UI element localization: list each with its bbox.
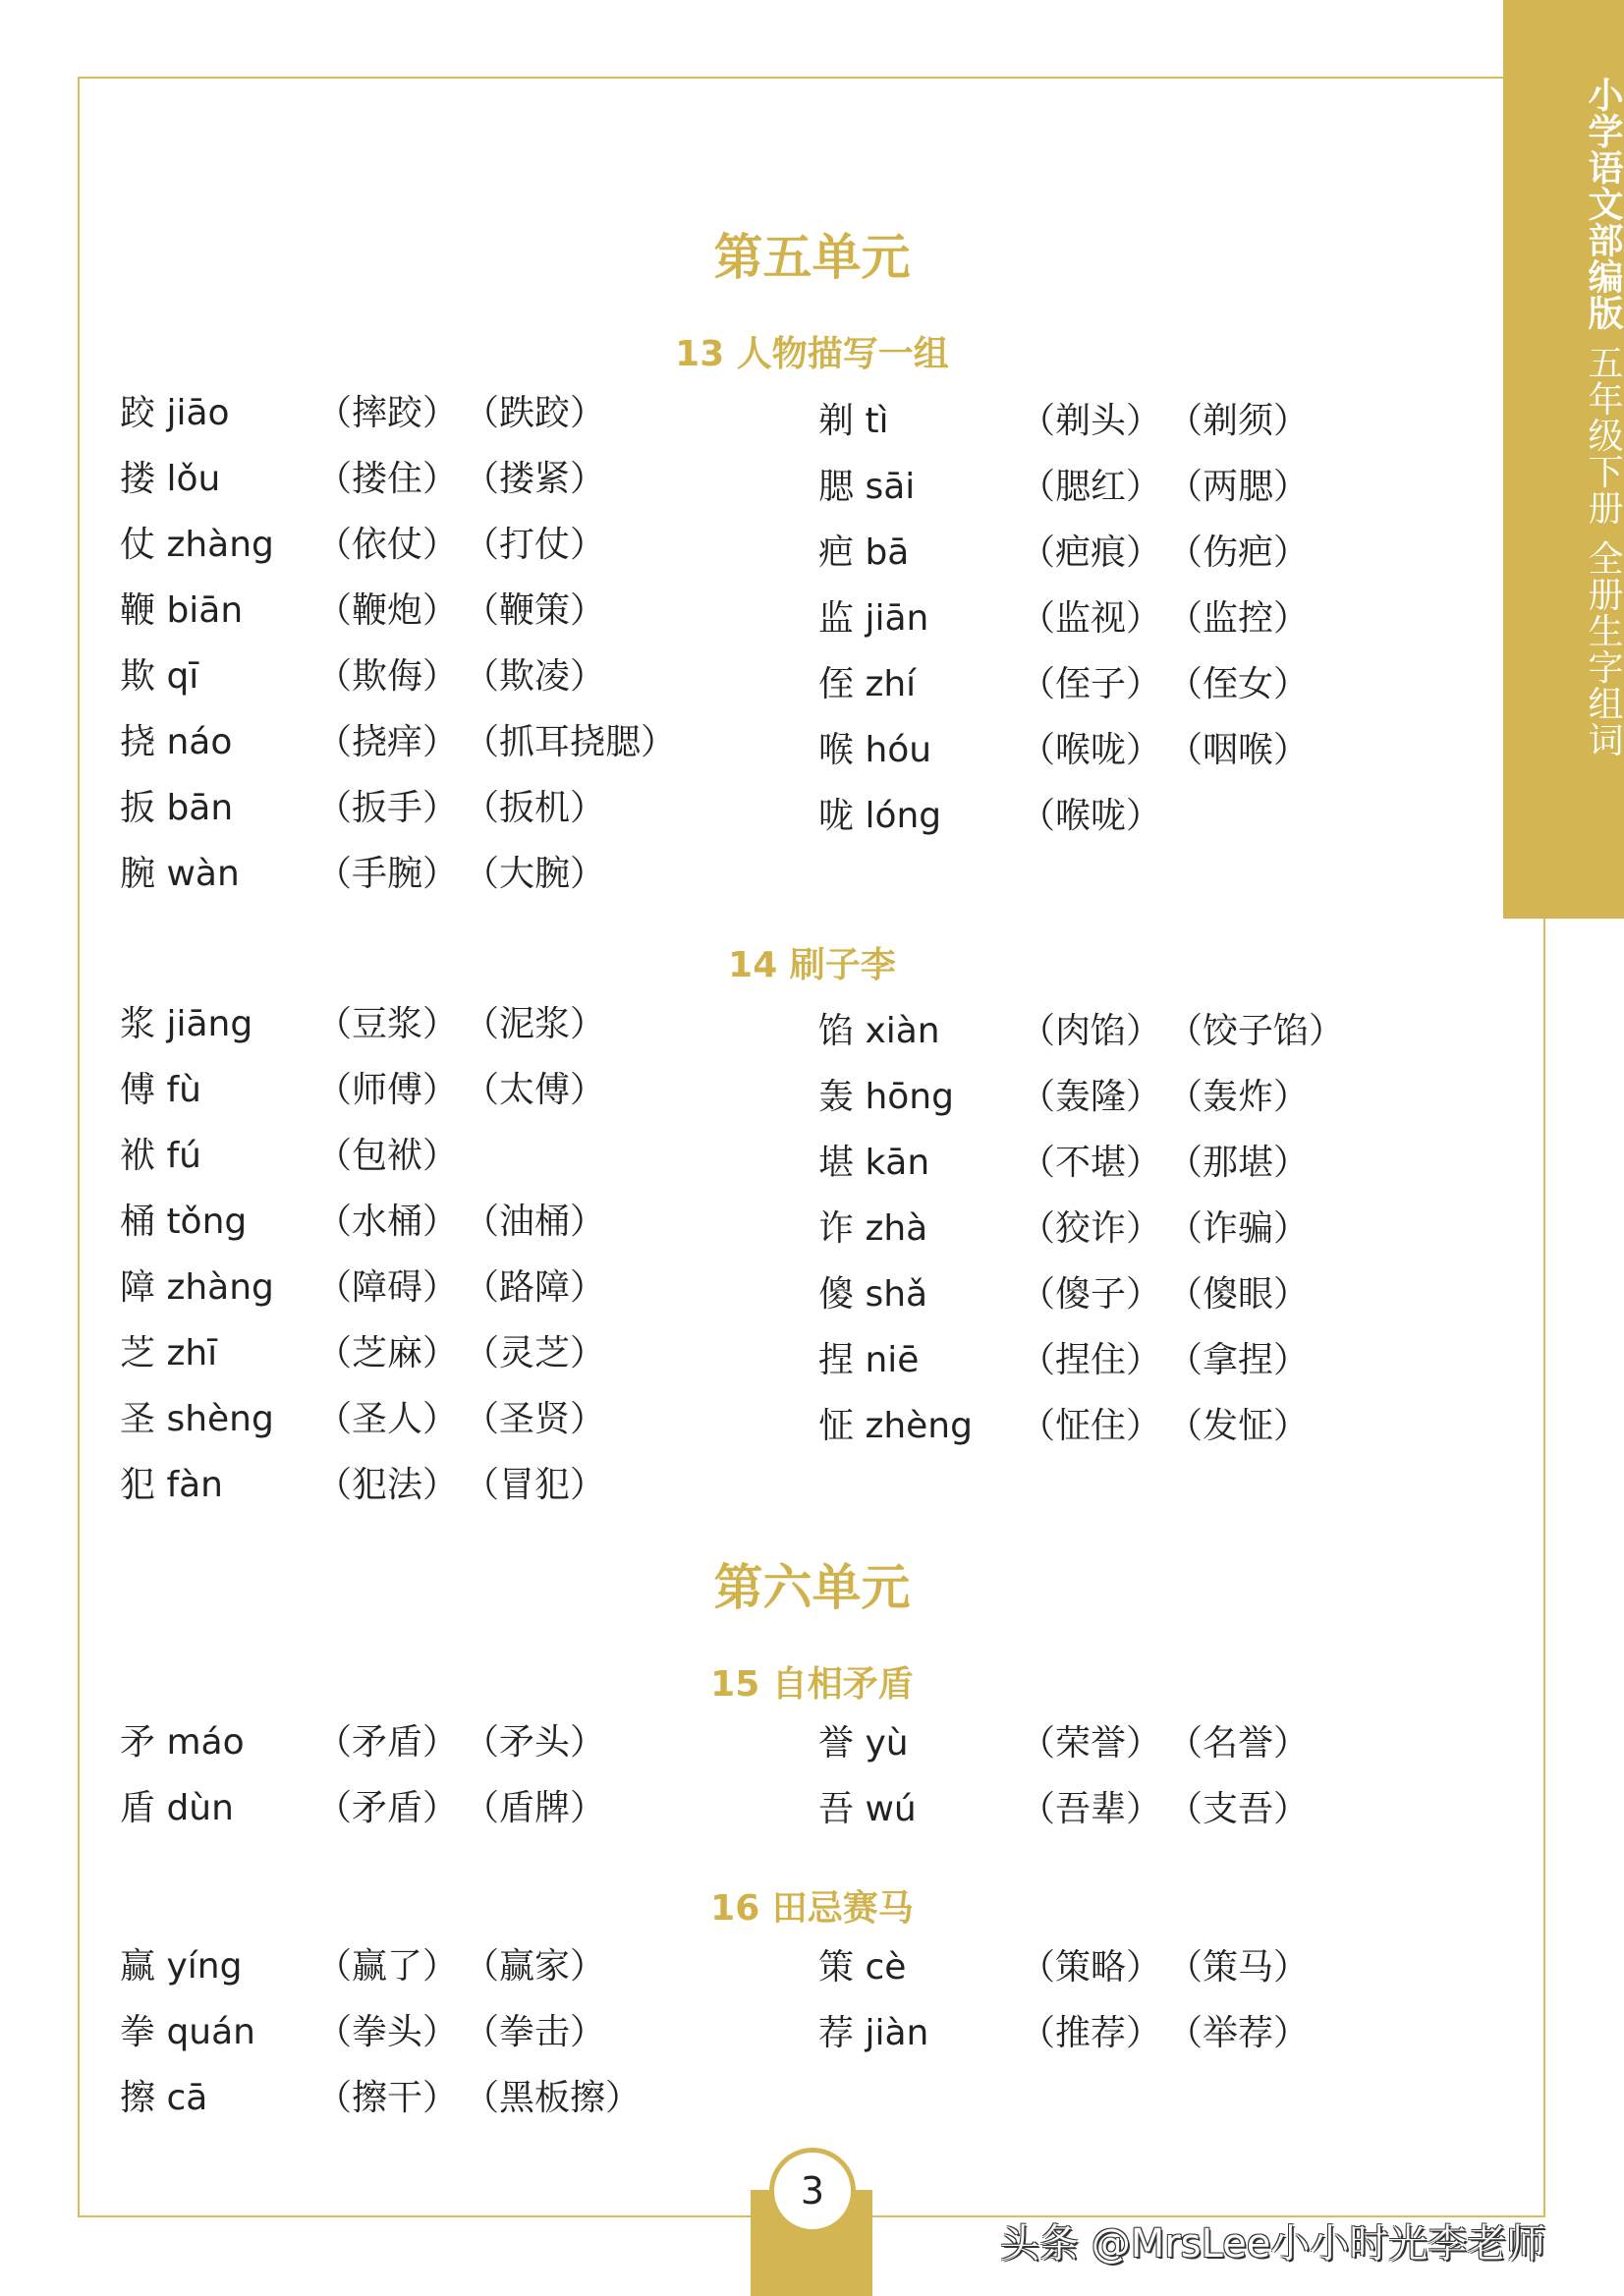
character-pinyin: 堪 kān — [818, 1143, 930, 1183]
word-row — [120, 1931, 646, 1996]
character-pinyin: 浆 jiāng — [120, 1004, 253, 1044]
word-group: （监视） — [1020, 598, 1162, 639]
word-group: （圣贤） — [464, 1399, 606, 1439]
word-group: （欺侮） — [316, 656, 459, 697]
character-pinyin: 赢 yíng — [120, 1946, 243, 1987]
word-row — [818, 1193, 1350, 1259]
character-pinyin: 腕 wàn — [120, 854, 240, 894]
lesson-title: 13 人物描写一组 — [675, 334, 949, 374]
word-row — [120, 1186, 611, 1252]
character-pinyin: 馅 xiàn — [818, 1011, 940, 1051]
word-row — [120, 706, 682, 772]
character-pinyin: 怔 zhèng — [818, 1406, 973, 1446]
word-row — [120, 1054, 611, 1120]
character-pinyin: 捏 niē — [818, 1340, 920, 1380]
word-group: （策马） — [1167, 1947, 1310, 1988]
word-group: （赢了） — [316, 1946, 459, 1987]
word-group: （捏住） — [1020, 1340, 1162, 1380]
word-row — [818, 517, 1315, 583]
word-group: （发怔） — [1167, 1406, 1310, 1446]
word-row — [818, 1127, 1350, 1193]
word-group: （鞭炮） — [316, 590, 459, 631]
word-group: （豆浆） — [316, 1004, 459, 1044]
word-group: （赢家） — [464, 1946, 606, 1987]
word-group: （轰隆） — [1020, 1077, 1162, 1117]
word-group: （不堪） — [1020, 1143, 1162, 1183]
word-row — [120, 377, 682, 443]
word-row — [818, 780, 1315, 846]
word-group: （盾牌） — [464, 1788, 606, 1828]
word-group: （拳击） — [464, 2012, 606, 2052]
character-pinyin: 扳 bān — [120, 788, 234, 828]
word-group: （灵芝） — [464, 1333, 606, 1373]
word-row — [120, 838, 682, 904]
word-list-right — [818, 995, 1350, 1456]
character-pinyin: 策 cè — [818, 1947, 907, 1988]
word-group: （犯法） — [316, 1465, 459, 1505]
word-row — [120, 575, 682, 641]
word-group: （黑板擦） — [464, 2078, 642, 2118]
character-pinyin: 欺 qī — [120, 656, 199, 697]
character-pinyin: 疤 bā — [818, 532, 910, 573]
character-pinyin: 剃 tì — [818, 401, 889, 441]
word-group: （伤疤） — [1167, 532, 1310, 573]
lesson-title: 16 田忌赛马 — [710, 1888, 914, 1929]
word-group: （支吾） — [1167, 1789, 1310, 1829]
word-row — [818, 995, 1350, 1061]
word-group: （监控） — [1167, 598, 1310, 639]
word-group: （路障） — [464, 1267, 606, 1308]
unit-title: 第五单元 — [713, 229, 911, 286]
character-pinyin: 侄 zhí — [818, 664, 917, 704]
word-group: （喉咙） — [1020, 730, 1162, 770]
word-group: （吾辈） — [1020, 1789, 1162, 1829]
character-pinyin: 监 jiān — [818, 598, 929, 639]
word-row — [120, 772, 682, 838]
word-group: （扳机） — [464, 788, 606, 828]
word-group: （举荐） — [1167, 2013, 1310, 2053]
word-row — [120, 641, 682, 706]
word-group: （剃须） — [1167, 401, 1310, 441]
side-tab-subtitle: 全册生字组词 — [1583, 539, 1623, 758]
character-pinyin: 桶 tǒng — [120, 1202, 248, 1242]
word-row — [818, 1061, 1350, 1127]
word-group: （擦干） — [316, 2078, 459, 2118]
word-row — [120, 1707, 611, 1772]
word-group: （咽喉） — [1167, 730, 1310, 770]
word-row — [120, 1120, 611, 1186]
word-row — [818, 1324, 1350, 1390]
word-group: （油桶） — [464, 1202, 606, 1242]
word-row — [818, 648, 1315, 714]
character-pinyin: 圣 shèng — [120, 1399, 274, 1439]
word-group: （手腕） — [316, 854, 459, 894]
word-group: （太傅） — [464, 1070, 606, 1110]
word-group: （拿捏） — [1167, 1340, 1310, 1380]
page-number: 3 — [769, 2148, 856, 2234]
word-group: （诈骗） — [1167, 1208, 1310, 1249]
character-pinyin: 腮 sāi — [818, 467, 916, 507]
lesson-title: 15 自相矛盾 — [710, 1664, 914, 1705]
word-group: （圣人） — [316, 1399, 459, 1439]
word-group: （包袱） — [316, 1136, 459, 1176]
character-pinyin: 傅 fù — [120, 1070, 201, 1110]
word-group: （两腮） — [1167, 467, 1310, 507]
word-row — [120, 1383, 611, 1449]
character-pinyin: 盾 dùn — [120, 1788, 234, 1828]
word-list-left — [120, 1707, 611, 1838]
word-group: （拳头） — [316, 2012, 459, 2052]
word-list-left — [120, 988, 611, 1515]
word-group: （矛头） — [464, 1722, 606, 1763]
word-group: （矛盾） — [316, 1788, 459, 1828]
character-pinyin: 袱 fú — [120, 1136, 201, 1176]
word-group: （打仗） — [464, 525, 606, 565]
word-row — [818, 451, 1315, 517]
side-tab-grade: 五年级下册 — [1583, 344, 1623, 527]
character-pinyin: 拳 quán — [120, 2012, 255, 2052]
word-row — [120, 1772, 611, 1838]
word-group: （策略） — [1020, 1947, 1162, 1988]
word-group: （饺子馅） — [1167, 1011, 1345, 1051]
character-pinyin: 吾 wú — [818, 1789, 917, 1829]
character-pinyin: 鞭 biān — [120, 590, 244, 631]
word-group: （傻子） — [1020, 1274, 1162, 1315]
word-group: （怔住） — [1020, 1406, 1162, 1446]
character-pinyin: 仗 zhàng — [120, 525, 274, 565]
word-group: （搂住） — [316, 459, 459, 499]
word-group: （挠痒） — [316, 722, 459, 762]
word-group: （冒犯） — [464, 1465, 606, 1505]
character-pinyin: 喉 hóu — [818, 730, 932, 770]
word-row — [818, 385, 1315, 451]
word-list-right — [818, 1932, 1315, 2063]
character-pinyin: 挠 náo — [120, 722, 233, 762]
word-row — [120, 1996, 646, 2062]
word-row — [120, 1252, 611, 1317]
word-group: （抓耳挠腮） — [464, 722, 677, 762]
word-group: （喉咙） — [1020, 796, 1162, 836]
word-group: （依仗） — [316, 525, 459, 565]
character-pinyin: 犯 fàn — [120, 1465, 223, 1505]
character-pinyin: 芝 zhī — [120, 1333, 218, 1373]
word-row — [120, 443, 682, 509]
side-tab-title: 小学语文部编版 — [1583, 77, 1623, 331]
word-row — [120, 2062, 646, 2128]
lesson-title: 14 刷子李 — [728, 945, 896, 985]
word-row — [818, 583, 1315, 648]
character-pinyin: 跤 jiāo — [120, 393, 230, 433]
side-tab — [1503, 0, 1624, 919]
character-pinyin: 傻 shǎ — [818, 1274, 928, 1315]
character-pinyin: 搂 lǒu — [120, 459, 221, 499]
word-group: （芝麻） — [316, 1333, 459, 1373]
word-group: （矛盾） — [316, 1722, 459, 1763]
word-list-left — [120, 377, 682, 904]
word-group: （跌跤） — [464, 393, 606, 433]
word-group: （水桶） — [316, 1202, 459, 1242]
word-list-left — [120, 1931, 646, 2128]
word-group: （障碍） — [316, 1267, 459, 1308]
word-group: （推荐） — [1020, 2013, 1162, 2053]
word-group: （剃头） — [1020, 401, 1162, 441]
word-group: （疤痕） — [1020, 532, 1162, 573]
word-row — [818, 1773, 1315, 1839]
word-group: （名誉） — [1167, 1723, 1310, 1764]
word-group: （师傅） — [316, 1070, 459, 1110]
word-group: （肉馅） — [1020, 1011, 1162, 1051]
word-row — [818, 1932, 1315, 1997]
character-pinyin: 诈 zhà — [818, 1208, 928, 1249]
unit-title: 第六单元 — [713, 1559, 911, 1616]
word-row — [818, 1390, 1350, 1456]
watermark: 头条 @MrsLee小小时光李老师 — [1000, 2221, 1546, 2267]
word-group: （扳手） — [316, 788, 459, 828]
word-group: （腮红） — [1020, 467, 1162, 507]
word-row — [120, 1317, 611, 1383]
word-group: （侄女） — [1167, 664, 1310, 704]
word-row — [818, 714, 1315, 780]
character-pinyin: 擦 cā — [120, 2078, 208, 2118]
character-pinyin: 荐 jiàn — [818, 2013, 929, 2053]
character-pinyin: 障 zhàng — [120, 1267, 274, 1308]
word-row — [120, 509, 682, 575]
word-row — [818, 1708, 1315, 1773]
word-group: （那堪） — [1167, 1143, 1310, 1183]
word-list-right — [818, 1708, 1315, 1839]
word-group: （荣誉） — [1020, 1723, 1162, 1764]
word-row — [818, 1997, 1315, 2063]
character-pinyin: 誉 yù — [818, 1723, 909, 1764]
word-group: （傻眼） — [1167, 1274, 1310, 1315]
character-pinyin: 矛 máo — [120, 1722, 245, 1763]
word-group: （鞭策） — [464, 590, 606, 631]
word-row — [818, 1259, 1350, 1324]
word-group: （侄子） — [1020, 664, 1162, 704]
word-row — [120, 1449, 611, 1515]
word-group: （大腕） — [464, 854, 606, 894]
character-pinyin: 咙 lóng — [818, 796, 942, 836]
word-list-right — [818, 385, 1315, 846]
character-pinyin: 轰 hōng — [818, 1077, 954, 1117]
word-group: （搂紧） — [464, 459, 606, 499]
word-group: （轰炸） — [1167, 1077, 1310, 1117]
word-row — [120, 988, 611, 1054]
word-group: （欺凌） — [464, 656, 606, 697]
word-group: （泥浆） — [464, 1004, 606, 1044]
word-group: （摔跤） — [316, 393, 459, 433]
word-group: （狡诈） — [1020, 1208, 1162, 1249]
